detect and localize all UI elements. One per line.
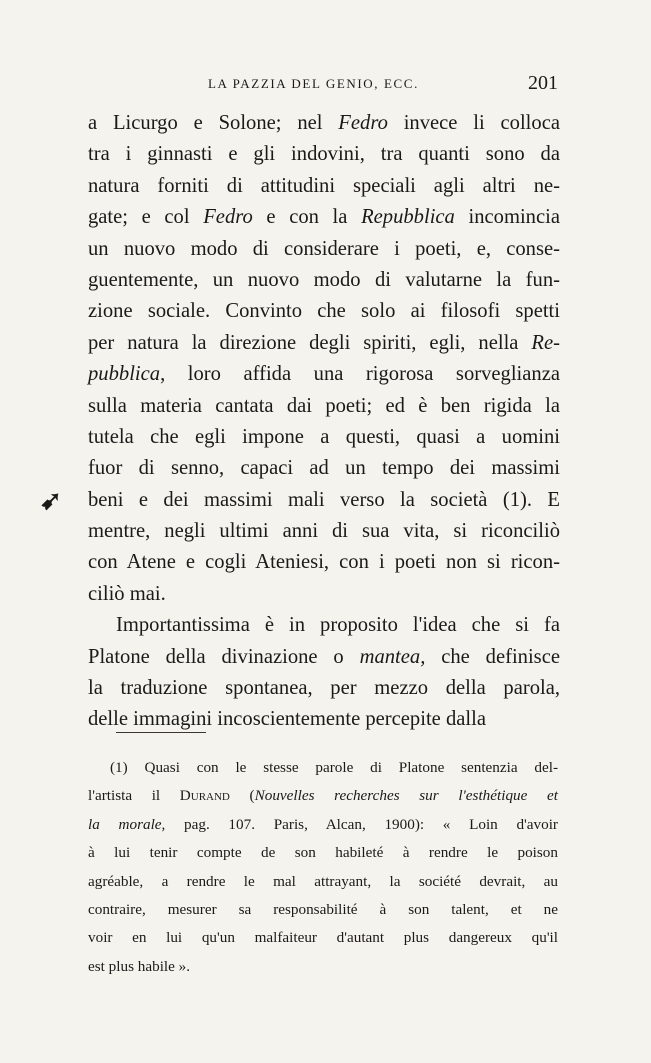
text-line	[88, 516, 560, 547]
text-line	[88, 234, 560, 265]
text-run: incomincia	[454, 206, 560, 229]
text-line	[88, 139, 560, 170]
footnote-line	[88, 782, 558, 810]
text-run: beni e dei massimi mali verso la società (1). E	[88, 488, 560, 511]
text-run: agréable, a rendre le mal attrayant, la société devrait, au	[88, 872, 558, 890]
text-line	[88, 579, 560, 610]
text-line	[88, 265, 560, 296]
text-run: natura forniti di attitudini speciali agli altri ne-	[88, 174, 560, 197]
text-run: con Atene e cogli Ateniesi, con i poeti non si ricon-	[88, 551, 560, 574]
text-run: (1) Quasi con le stesse parole di Platone sentenzia del-	[110, 759, 558, 776]
text-line	[88, 673, 560, 704]
text-run: la traduzione spontanea, per mezzo della parola,	[88, 677, 560, 700]
text-run: per natura la direzione degli spiriti, egli, nella	[88, 331, 532, 354]
text-run: Platone della divinazione o	[88, 645, 360, 668]
text-run: tutela che egli impone a questi, quasi a uomini	[88, 425, 560, 448]
text-run: Fedro	[338, 112, 388, 134]
text-run: a Licurgo e Solone; nel	[88, 112, 339, 134]
text-run: pubblica	[88, 363, 161, 386]
text-run: e con la	[252, 206, 362, 229]
text-line	[88, 296, 560, 327]
footnote-line	[88, 754, 558, 782]
text-run: la morale,	[88, 815, 166, 833]
text-run: zione sociale. Convinto che solo ai filosofi spetti	[88, 300, 560, 323]
text-run: fuor di senno, capaci ad un tempo dei massimi	[88, 457, 560, 480]
page-number: 201	[528, 72, 558, 94]
body-text	[88, 108, 560, 736]
text-run: est plus habile ».	[88, 957, 191, 975]
text-run: , loro affida una rigorosa sorveglianza	[160, 363, 560, 386]
text-run: un nuovo modo di considerare i poeti, e, conse-	[88, 237, 560, 260]
footnote-line	[88, 953, 558, 981]
text-line	[88, 108, 560, 139]
footnote-line	[88, 811, 558, 839]
running-title: LA PAZZIA DEL GENIO, ECC.	[208, 76, 419, 91]
text-line	[88, 391, 560, 422]
footnote-rule	[116, 732, 206, 733]
footnote	[88, 754, 558, 981]
text-line	[88, 485, 560, 516]
text-run: l'artista il	[88, 787, 180, 805]
text-run: che definisce	[425, 645, 560, 668]
text-line	[88, 453, 560, 484]
text-run: Repubblica	[361, 206, 455, 229]
text-run: gate; e col	[88, 206, 204, 229]
text-line	[88, 328, 560, 359]
text-run: mentre, negli ultimi anni di sua vita, si riconciliò	[88, 520, 560, 543]
text-run: invece li colloca	[387, 112, 560, 134]
text-run: à lui tenir compte de son habileté à rendre le poison	[88, 844, 558, 862]
text-run: contraire, mesurer sa responsabilité à son talent, et ne	[88, 900, 558, 918]
text-run: (	[229, 787, 255, 805]
text-run: Re-	[531, 331, 560, 354]
text-run: Importantissima è in proposito l'idea che si fa	[116, 614, 560, 637]
footnote-line	[88, 896, 558, 924]
text-run: voir en lui qu'un malfaiteur d'autant plus dangereux qu'il	[88, 929, 558, 947]
text-run: delle immagini incoscientemente percepite dalla	[88, 708, 486, 731]
margin-mark: ➹	[40, 486, 62, 515]
footnote-line	[88, 868, 558, 896]
text-run: Durand	[179, 787, 230, 805]
text-run: guentemente, un nuovo modo di valutarne la fun-	[88, 268, 560, 291]
text-line	[88, 359, 560, 390]
text-run: mantea,	[359, 645, 426, 668]
text-run: Fedro	[203, 206, 253, 229]
text-line	[88, 547, 560, 578]
text-line	[88, 171, 560, 202]
text-line	[88, 642, 560, 673]
text-line	[88, 422, 560, 453]
text-line	[88, 610, 560, 641]
text-run: Nouvelles recherches sur l'esthétique et	[254, 787, 558, 805]
text-run: ciliò mai.	[88, 582, 166, 605]
text-run: sulla materia cantata dai poeti; ed è ben rigida la	[88, 394, 560, 417]
text-run: tra i ginnasti e gli indovini, tra quanti sono da	[88, 143, 560, 166]
text-line	[88, 202, 560, 233]
footnote-line	[88, 924, 558, 952]
text-run: pag. 107. Paris, Alcan, 1900): « Loin d'avoir	[165, 815, 558, 833]
page-header	[86, 74, 564, 100]
footnote-line	[88, 839, 558, 867]
